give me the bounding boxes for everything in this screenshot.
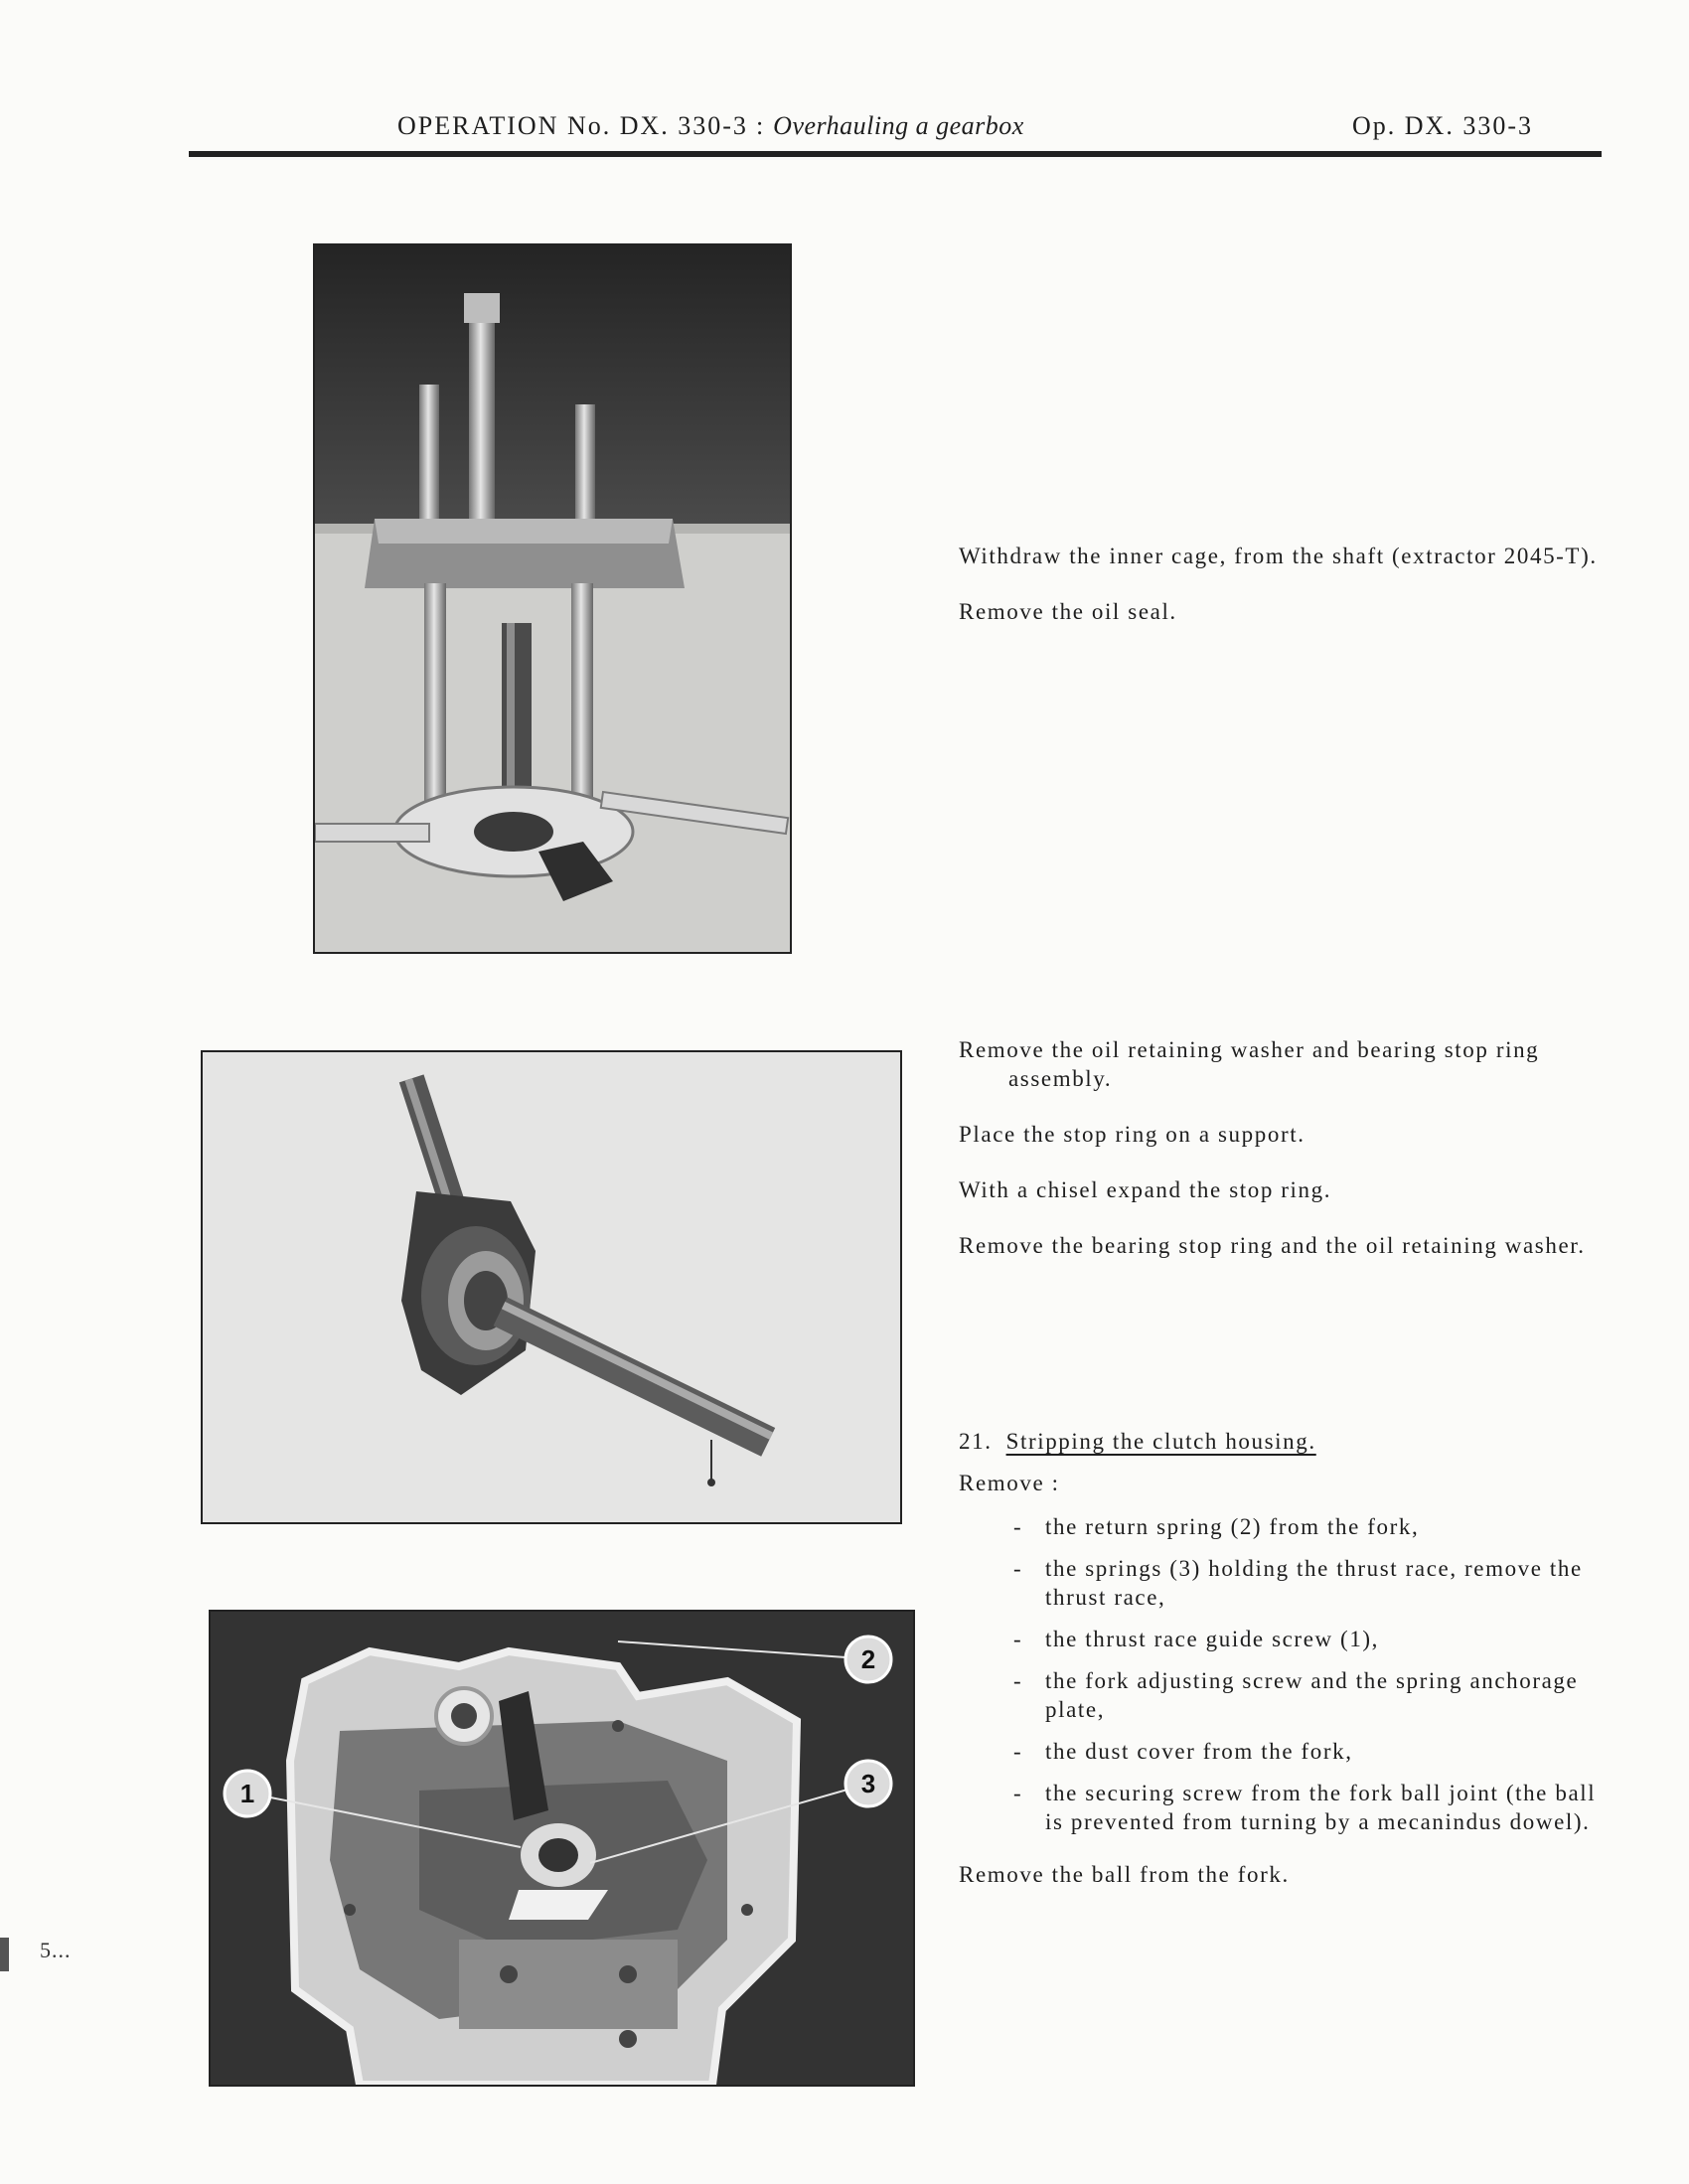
svg-text:3: 3 xyxy=(860,1769,876,1798)
text-block-stop-ring xyxy=(959,1035,1605,1287)
remove-label: Remove : xyxy=(959,1471,1060,1495)
list-dash: - xyxy=(1013,1514,1023,1539)
callout-1 xyxy=(225,1771,270,1816)
list-item-text: the return spring (2) from the fork, xyxy=(1045,1514,1420,1539)
figure-shaft-stop-ring-photo xyxy=(201,1050,902,1524)
paragraph: Remove the oil retaining washer and bearing stop ring assembly. xyxy=(959,1037,1540,1091)
list-dash: - xyxy=(1013,1668,1023,1693)
callout-2 xyxy=(845,1637,891,1682)
paragraph: Remove the oil seal. xyxy=(959,599,1177,624)
paragraph: Place the stop ring on a support. xyxy=(959,1122,1305,1147)
callout-3 xyxy=(845,1761,891,1806)
list-item xyxy=(1013,1737,1605,1766)
list-item-text: the securing screw from the fork ball joint (the ball is prevented from turning by a mecanindus dowel). xyxy=(1045,1781,1597,1834)
list-item-text: the dust cover from the fork, xyxy=(1045,1739,1353,1764)
list-dash: - xyxy=(1013,1781,1023,1805)
section-number: 21. xyxy=(959,1429,993,1454)
final-instruction: Remove the ball from the fork. xyxy=(959,1862,1290,1887)
operation-number: OPERATION No. DX. 330-3 xyxy=(397,111,748,140)
figure-extractor-photo xyxy=(313,243,792,954)
list-item xyxy=(1013,1512,1605,1541)
text-block-inner-cage xyxy=(959,542,1605,653)
list-item xyxy=(1013,1554,1605,1612)
removal-steps-list xyxy=(959,1512,1605,1836)
paragraph: With a chisel expand the stop ring. xyxy=(959,1177,1332,1202)
svg-text:1: 1 xyxy=(239,1779,255,1808)
list-item-text: the fork adjusting screw and the spring anchorage plate, xyxy=(1045,1668,1579,1722)
margin-binding-mark xyxy=(0,1938,9,1971)
paragraph: Remove the bearing stop ring and the oil retaining washer. xyxy=(959,1233,1586,1258)
list-item xyxy=(1013,1666,1605,1724)
header-op-reference: Op. DX. 330-3 xyxy=(1352,111,1533,140)
section-heading xyxy=(959,1427,1605,1456)
list-item xyxy=(1013,1779,1605,1836)
page-header xyxy=(189,111,1595,151)
list-item xyxy=(1013,1625,1605,1653)
header-rule xyxy=(189,151,1602,157)
operation-title: Overhauling a gearbox xyxy=(773,111,1024,140)
svg-text:2: 2 xyxy=(860,1644,876,1674)
list-dash: - xyxy=(1013,1627,1023,1651)
list-dash: - xyxy=(1013,1556,1023,1581)
section-21 xyxy=(959,1427,1605,1916)
header-operation xyxy=(397,111,1024,141)
list-item-text: the springs (3) holding the thrust race, remove the thrust race, xyxy=(1045,1556,1583,1610)
list-dash: - xyxy=(1013,1739,1023,1764)
list-item-text: the thrust race guide screw (1), xyxy=(1045,1627,1380,1651)
figure-clutch-housing-photo xyxy=(209,1610,915,2087)
header-separator: : xyxy=(755,111,766,140)
margin-page-fragment: 5... xyxy=(40,1938,72,1962)
paragraph: Withdraw the inner cage, from the shaft (extractor 2045-T). xyxy=(959,544,1598,568)
section-title: Stripping the clutch housing. xyxy=(1005,1429,1316,1454)
